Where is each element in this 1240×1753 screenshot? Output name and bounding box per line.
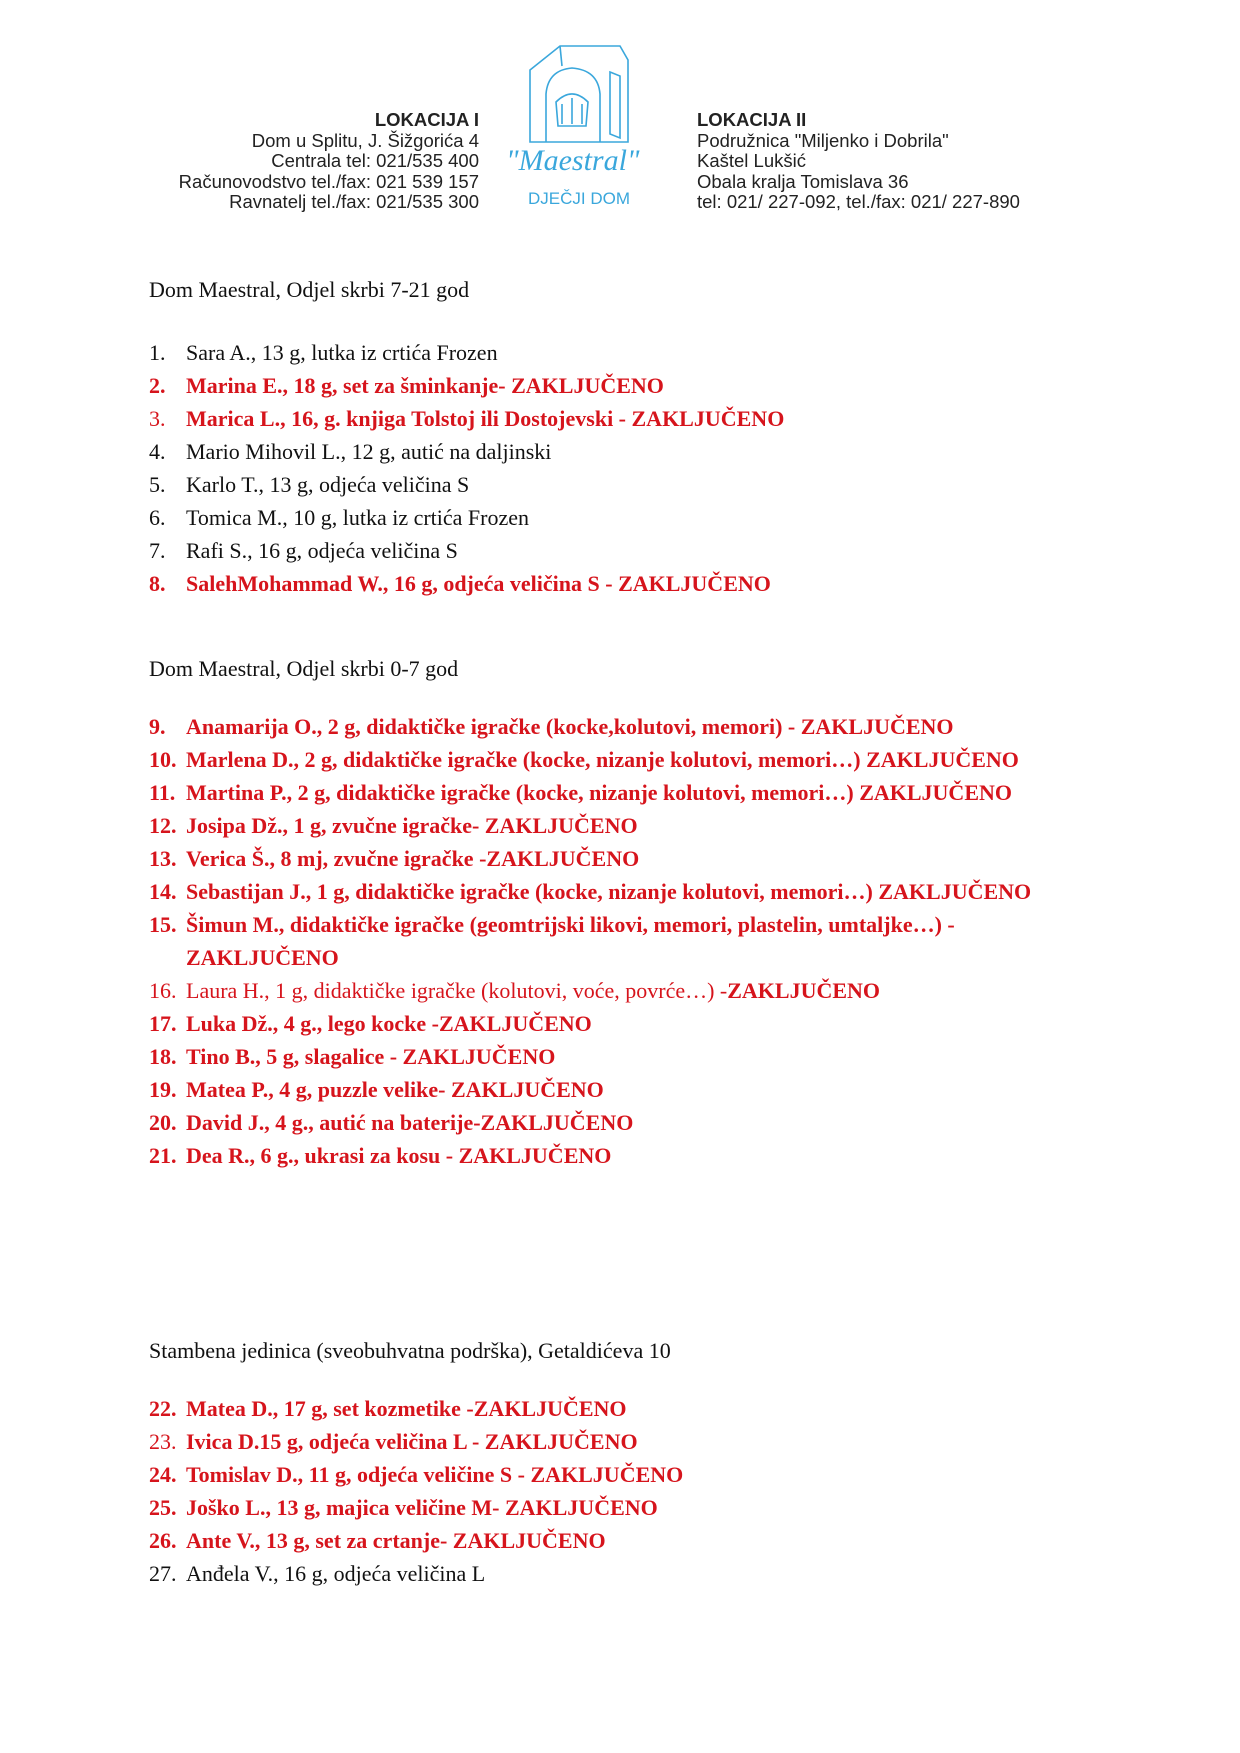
list-item [149, 534, 1079, 567]
item-number: 7. [149, 538, 166, 563]
list-item [149, 842, 1079, 875]
location-1-line: Centrala tel: 021/535 400 [271, 150, 479, 171]
item-number: 9. [149, 714, 166, 739]
section-title: Dom Maestral, Odjel skrbi 7-21 god [149, 277, 470, 302]
list-item [149, 435, 1079, 468]
item-number: 22. [149, 1396, 177, 1421]
location-1-heading: LOKACIJA I [374, 109, 479, 130]
logo-caption: DJEČJI DOM [528, 189, 630, 208]
location-1-block [179, 110, 479, 213]
item-text: SalehMohammad W., 16 g, odjeća veličina S - ZAKLJUČENO [186, 571, 771, 596]
location-2-heading: LOKACIJA II [697, 109, 807, 130]
list-item [149, 1073, 1079, 1106]
list-item [149, 908, 1079, 974]
item-text: Ante V., 13 g, set za crtanje- ZAKLJUČENO [186, 1528, 606, 1553]
list-item [149, 809, 1079, 842]
item-text: Karlo T., 13 g, odjeća veličina S [186, 472, 470, 497]
gift-list [149, 336, 1079, 600]
item-number: 24. [149, 1462, 177, 1487]
list-item [149, 1040, 1079, 1073]
item-text: Anđela V., 16 g, odjeća veličina L [186, 1561, 486, 1586]
item-number: 20. [149, 1110, 177, 1135]
item-number: 18. [149, 1044, 177, 1069]
item-number: 21. [149, 1143, 177, 1168]
list-item [149, 875, 1079, 908]
list-item [149, 402, 1079, 435]
item-text: Joško L., 13 g, majica veličine M- ZAKLJUČENO [186, 1495, 658, 1520]
item-number: 17. [149, 1011, 177, 1036]
item-text: Mario Mihovil L., 12 g, autić na daljinski [186, 439, 552, 464]
item-number: 8. [149, 571, 166, 596]
list-item [149, 1106, 1079, 1139]
item-text: Ivica D.15 g, odjeća veličina L - ZAKLJUČENO [186, 1429, 638, 1454]
list-item [149, 336, 1079, 369]
maestral-logo [500, 42, 690, 212]
list-item [149, 743, 1079, 776]
list-item [149, 1524, 1079, 1557]
item-status: ZAKLJUČENO [727, 978, 881, 1003]
item-number: 4. [149, 439, 166, 464]
list-item [149, 468, 1079, 501]
list-item [149, 1557, 1079, 1590]
item-text: Tomica M., 10 g, lutka iz crtića Frozen [186, 505, 530, 530]
list-item [149, 974, 1079, 1007]
list-item [149, 567, 1079, 600]
item-number: 25. [149, 1495, 177, 1520]
item-number: 16. [149, 978, 177, 1003]
item-text: Tomislav D., 11 g, odjeća veličine S - ZAKLJUČENO [186, 1462, 684, 1487]
list-item [149, 710, 1079, 743]
list-item [149, 1425, 1079, 1458]
item-text: Martina P., 2 g, didaktičke igračke (kocke, nizanje kolutovi, memori…) ZAKLJUČENO [186, 780, 1012, 805]
item-number: 2. [149, 373, 166, 398]
list-item [149, 369, 1079, 402]
item-text: Marlena D., 2 g, didaktičke igračke (kocke, nizanje kolutovi, memori…) ZAKLJUČENO [186, 747, 1019, 772]
item-text: Laura H., 1 g, didaktičke igračke (kolutovi, voće, povrće…) - [186, 978, 728, 1003]
item-number: 26. [149, 1528, 177, 1553]
location-1-line: Dom u Splitu, J. Šižgorića 4 [251, 129, 479, 151]
item-text: Matea P., 4 g, puzzle velike- ZAKLJUČENO [186, 1077, 604, 1102]
list-item [149, 501, 1079, 534]
item-number: 27. [149, 1561, 177, 1586]
list-item [149, 1458, 1079, 1491]
location-2-line: Kaštel Lukšić [697, 150, 806, 171]
item-number: 5. [149, 472, 166, 497]
item-text: Sara A., 13 g, lutka iz crtića Frozen [186, 340, 498, 365]
item-text: Tino B., 5 g, slagalice - ZAKLJUČENO [186, 1044, 556, 1069]
item-text: Matea D., 17 g, set kozmetike -ZAKLJUČENO [186, 1396, 627, 1421]
item-number: 3. [149, 406, 166, 431]
location-1-line: Ravnatelj tel./fax: 021/535 300 [229, 191, 479, 212]
item-text: David J., 4 g., autić na baterije-ZAKLJUČENO [186, 1110, 634, 1135]
list-item [149, 776, 1079, 809]
item-number: 13. [149, 846, 177, 871]
logo-script-text: "Maestral" [506, 144, 640, 177]
section-title: Dom Maestral, Odjel skrbi 0-7 god [149, 656, 459, 681]
list-item [149, 1007, 1079, 1040]
item-number: 15. [149, 912, 177, 937]
item-text: Marica L., 16, g. knjiga Tolstoj ili Dostojevski - ZAKLJUČENO [186, 406, 785, 431]
item-number: 6. [149, 505, 166, 530]
list-item [149, 1139, 1079, 1172]
item-number: 1. [149, 340, 166, 365]
item-text: Rafi S., 16 g, odjeća veličina S [186, 538, 458, 563]
letterhead [0, 0, 1240, 230]
location-2-line: Podružnica "Miljenko i Dobrila" [697, 129, 949, 151]
location-2-line: tel: 021/ 227-092, tel./fax: 021/ 227-890 [697, 191, 1020, 212]
item-text: Josipa Dž., 1 g, zvučne igračke- ZAKLJUČENO [186, 813, 638, 838]
item-number: 11. [149, 780, 176, 805]
section-title: Stambena jedinica (sveobuhvatna podrška), Getaldićeva 10 [149, 1338, 671, 1363]
location-2-line: Obala kralja Tomislava 36 [697, 170, 909, 192]
item-number: 14. [149, 879, 177, 904]
item-text: Sebastijan J., 1 g, didaktičke igračke (kocke, nizanje kolutovi, memori…) ZAKLJUČENO [186, 879, 1032, 904]
item-text: Verica Š., 8 mj, zvučne igračke -ZAKLJUČENO [186, 846, 640, 871]
item-text: Anamarija O., 2 g, didaktičke igračke (kocke,kolutovi, memori) - ZAKLJUČENO [186, 714, 954, 739]
item-number: 12. [149, 813, 177, 838]
item-number: 19. [149, 1077, 177, 1102]
location-1-line: Računovodstvo tel./fax: 021 539 157 [178, 170, 479, 192]
item-text: Luka Dž., 4 g., lego kocke -ZAKLJUČENO [186, 1011, 592, 1036]
house-outline-icon [530, 46, 628, 142]
item-text: Dea R., 6 g., ukrasi za kosu - ZAKLJUČENO [186, 1143, 612, 1168]
item-text: Šimun M., didaktičke igračke (geomtrijski likovi, memori, plastelin, umtaljke…) - ZAKLJUČENO [186, 912, 955, 970]
item-text: Marina E., 18 g, set za šminkanje- ZAKLJUČENO [186, 373, 664, 398]
item-number: 23. [149, 1429, 177, 1454]
gift-list [149, 1392, 1079, 1590]
gift-list [149, 710, 1079, 1172]
list-item [149, 1392, 1079, 1425]
item-number: 10. [149, 747, 177, 772]
location-2-block [697, 110, 1020, 213]
list-item [149, 1491, 1079, 1524]
